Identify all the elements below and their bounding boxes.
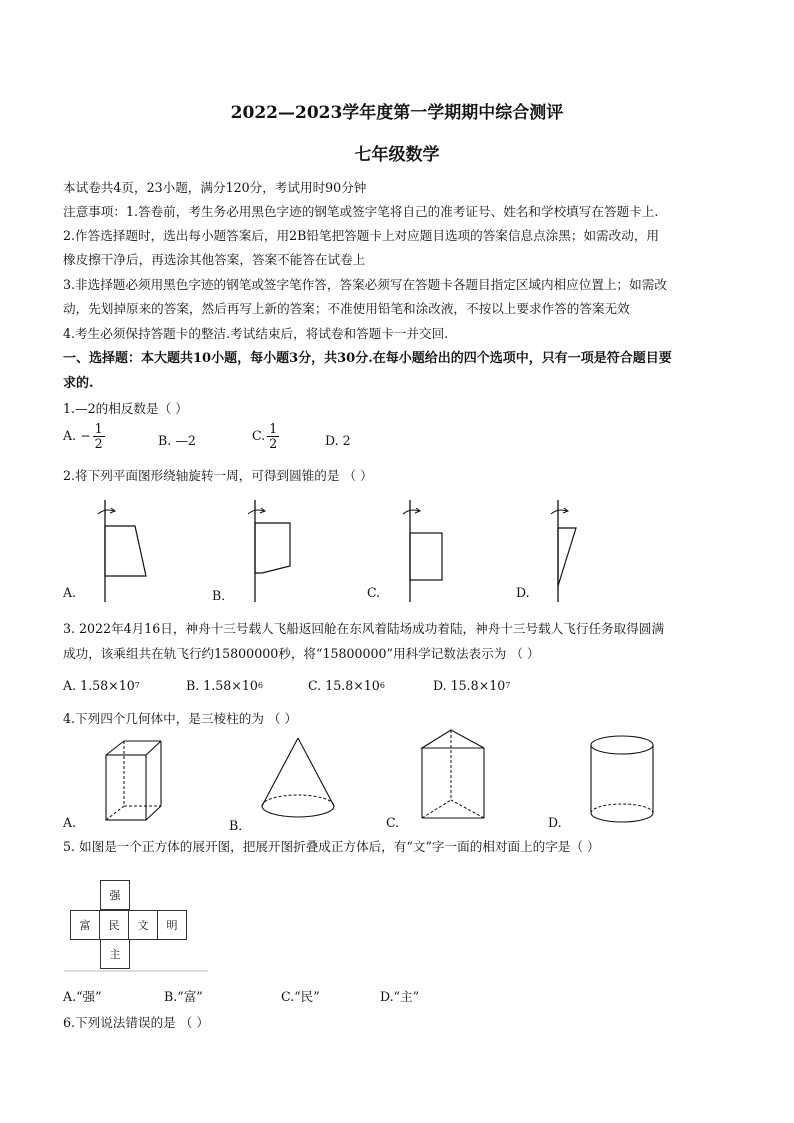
q2-label-b: B． xyxy=(212,588,234,603)
net-cell-bottom: 主 xyxy=(100,939,130,969)
q5-option-a: A.“强” xyxy=(63,989,102,1004)
net-cell-2: 民 xyxy=(99,910,129,940)
q5-option-d: D.“主” xyxy=(380,989,420,1004)
q2-figure-b xyxy=(240,498,310,608)
q5-option-b: B.“富” xyxy=(164,989,203,1004)
q2-label-d: D. xyxy=(516,585,530,600)
q1-stem: 1.—2的相反数是（ ） xyxy=(63,401,188,416)
q1-option-c: C. $\frac{1}{2}$ xyxy=(252,421,278,451)
q4-figure-cylinder xyxy=(588,733,663,833)
intro-text: 本试卷共4页，23小题，满分120分，考试用时90分钟 xyxy=(63,180,367,195)
net-cell-4: 明 xyxy=(157,910,187,940)
q5-option-c: C.“民” xyxy=(281,989,320,1004)
note-3-line-1: 3.非选择题必须用黑色字迹的钢笔或签字笔作答，答案必须写在答题卡各题目指定区域内相应位置上；如需改 xyxy=(63,277,667,292)
q4-label-c: C. xyxy=(386,815,400,830)
q4-label-a: A. xyxy=(63,815,77,830)
q2-stem: 2.将下列平面图形绕轴旋转一周，可得到圆锥的是 （ ） xyxy=(63,468,373,483)
exam-title: 2022—2023学年度第一学期期中综合测评 xyxy=(230,103,564,123)
q1-option-d: D. 2 xyxy=(325,433,351,448)
section-heading-line-2: 求的. xyxy=(63,376,94,391)
q3-option-b: B. $1.58\times 10^6$ xyxy=(186,678,263,693)
q4-figure-prism xyxy=(418,728,488,828)
q2-label-a: A. xyxy=(63,585,77,600)
note-1: 注意事项：1.答卷前，考生务必用黑色字迹的钢笔或签字笔将自己的准考证号、姓名和学校填写在答题卡上. xyxy=(63,204,659,219)
q4-figure-cone xyxy=(258,736,343,831)
q4-label-b: B． xyxy=(229,818,251,833)
q4-stem: 4.下列四个几何体中，是三棱柱的为 （ ） xyxy=(63,711,298,726)
note-2-line-1: 2.作答选择题时，选出每小题答案后，用2B铅笔把答题卡上对应题目选项的答案信息点涂黑；如需改动，用 xyxy=(63,228,660,243)
q2-figure-a xyxy=(90,498,160,608)
q2-figure-c xyxy=(395,498,465,608)
q4-label-d: D. xyxy=(548,815,562,830)
q2-figure-d xyxy=(543,498,613,608)
q5-stem: 5. 如图是一个正方体的展开图，把展开图折叠成正方体后，有“文”字一面的相对面上的字是（ ） xyxy=(63,839,600,854)
note-4: 4.考生必须保持答题卡的整洁.考试结束后，将试卷和答题卡一并交回. xyxy=(63,326,449,341)
note-2-line-2: 橡皮擦干净后，再选涂其他答案，答案不能答在试卷上 xyxy=(63,252,366,267)
q3-option-c: C. $15.8\times 10^6$ xyxy=(308,678,385,693)
q3-option-d: D. $15.8\times 10^7$ xyxy=(433,678,511,693)
q3-line-1: 3. 2022年4月16日，神舟十三号载人飞船返回舱在东风着陆场成功着陆，神舟十三号载人飞行任务取得圆满 xyxy=(63,621,665,636)
q6-stem: 6.下列说法错误的是 （ ） xyxy=(63,1015,209,1030)
q1-option-b: B. —2 xyxy=(158,433,196,448)
exam-subtitle: 七年级数学 xyxy=(354,145,440,165)
q3-option-a: A. $1.58\times 10^7$ xyxy=(63,678,140,693)
net-baseline xyxy=(64,970,208,972)
net-cell-3: 文 xyxy=(128,910,158,940)
q3-line-2: 成功，该乘组共在轨飞行约15800000秒，将“15800000”用科学记数法表示为 （ ） xyxy=(63,646,540,661)
net-cell-top: 强 xyxy=(100,880,130,910)
q2-label-c: C. xyxy=(367,585,381,600)
section-heading-line-1: 一、选择题：本大题共10小题，每小题3分，共30分.在每小题给出的四个选项中，只有一项是符合题目要 xyxy=(63,351,672,366)
q1-option-a: A. − $\frac{1}{2}$ xyxy=(63,421,103,451)
q4-figure-cuboid xyxy=(100,738,170,828)
note-3-line-2: 动，先划掉原来的答案，然后再写上新的答案；不准使用铅笔和涂改液，不按以上要求作答的答案无效 xyxy=(63,301,630,316)
cube-net xyxy=(70,880,210,975)
net-cell-1: 富 xyxy=(70,910,100,940)
